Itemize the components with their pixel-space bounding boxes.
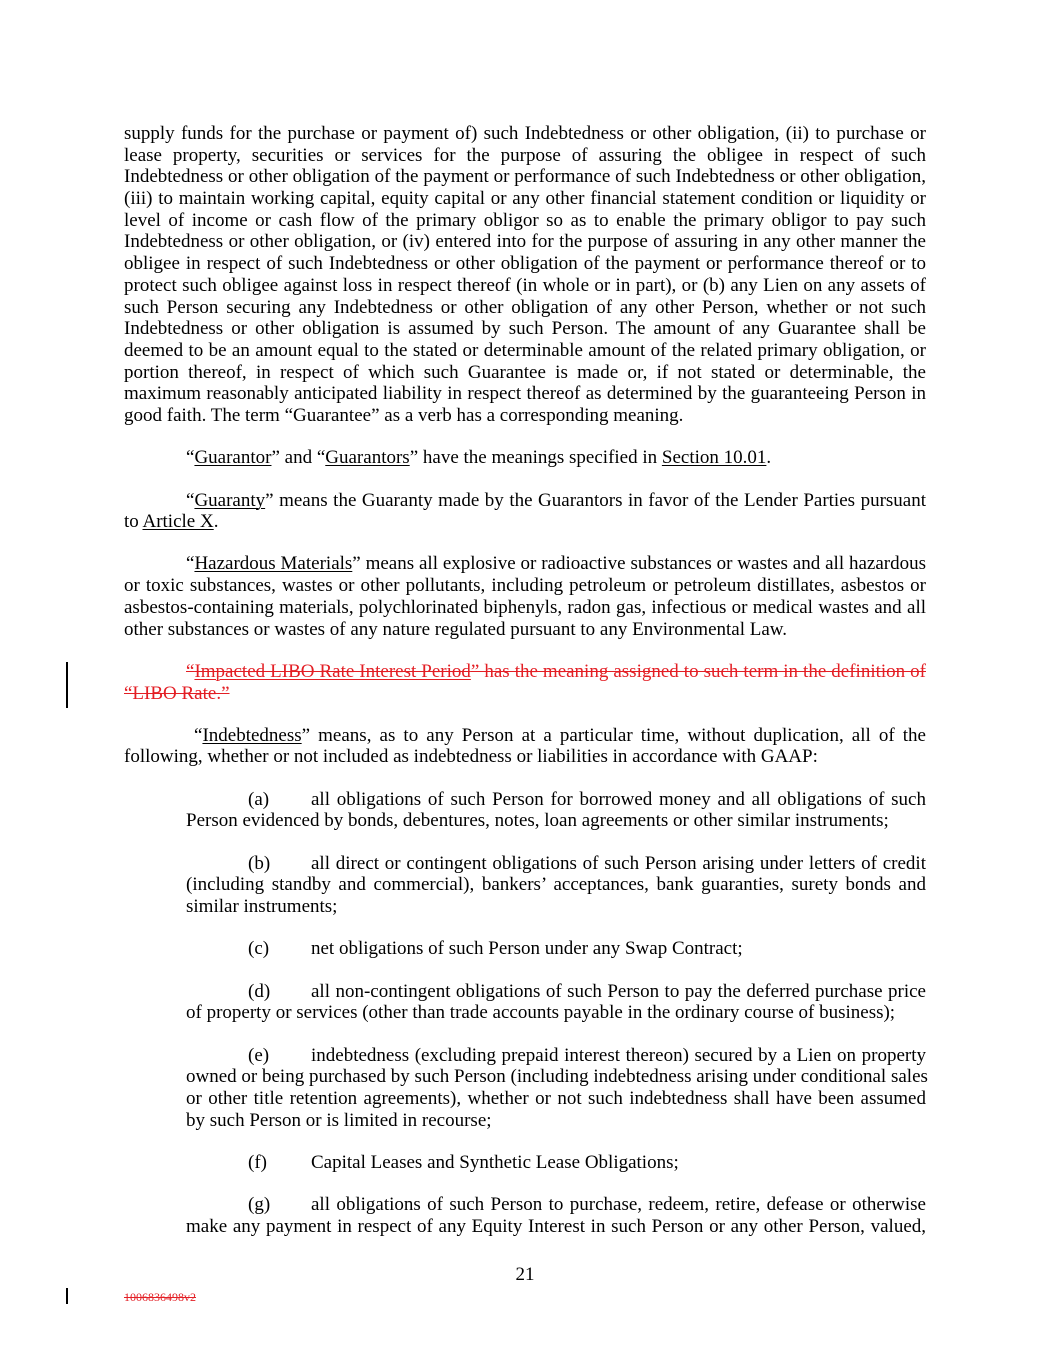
text-column xyxy=(124,123,926,1258)
text-run: net obligations of such Person under any Swap Contract; xyxy=(311,938,743,960)
text-line: asbestos-containing materials, polychlorinated biphenyls, radon gas, infectious or medical wastes and all xyxy=(124,596,926,618)
text-run: to xyxy=(124,511,143,533)
item-label: (c) xyxy=(248,938,270,960)
list-item xyxy=(186,1152,926,1174)
text-line xyxy=(186,853,926,875)
defined-term: Impacted LIBO Rate Interest Period xyxy=(194,660,471,682)
text-line: (including standby and commercial), bankers’ acceptances, bank guaranties, surety bonds and xyxy=(186,874,926,896)
text-line xyxy=(124,447,926,469)
text-run: “ xyxy=(186,553,195,575)
text-line xyxy=(124,511,926,533)
text-line xyxy=(124,553,926,575)
item-label: (e) xyxy=(248,1044,270,1066)
definition-indebtedness xyxy=(124,725,926,768)
page-number: 21 xyxy=(515,1264,535,1285)
defined-term: Guaranty xyxy=(194,489,266,511)
text-line: deemed to be an amount equal to the stated or determinable amount of the related primary obligation, or xyxy=(124,339,926,361)
list-item xyxy=(186,1194,926,1237)
footer-document-id: 1006836498v2 xyxy=(124,1290,196,1304)
text-line: level of income or cash flow of the primary obligor so as to enable the primary obligor to pay such xyxy=(124,209,926,231)
text-run: Capital Leases and Synthetic Lease Obligations; xyxy=(311,1151,679,1173)
text-line: good faith. The term “Guarantee” as a verb has a corresponding meaning. xyxy=(124,404,684,426)
text-line: similar instruments; xyxy=(186,896,338,918)
text-run: ” and “ xyxy=(271,447,326,469)
text-run: ” has the meaning assigned to such term in the definition of xyxy=(470,660,926,682)
list-item xyxy=(186,1045,926,1132)
list-item xyxy=(186,853,926,918)
text-line: Indebtedness or other obligation is assumed by such Person. The amount of any Guarantee shall be xyxy=(124,318,926,340)
text-run: indebtedness (excluding prepaid interest thereon) secured by a Lien on property xyxy=(311,1044,926,1066)
text-run: ” means the Guaranty made by the Guarantors in favor of the Lender Parties pursuant xyxy=(265,489,926,511)
text-line: (iii) to maintain working capital, equity capital or any other financial statement condition or liquidity or xyxy=(124,188,926,210)
text-run: “ xyxy=(186,660,195,682)
text-line: owned or being purchased by such Person (including indebtedness arising under conditional sales xyxy=(186,1066,928,1088)
text-line xyxy=(124,661,926,683)
text-line: or toxic substances, wastes or other pollutants, including petroleum or petroleum distillates, asbestos or xyxy=(124,575,926,597)
text-line: Indebtedness or other obligation of the payment or performance of such Indebtedness or other obligation, xyxy=(124,166,926,188)
defined-term: Guarantor xyxy=(194,447,272,469)
definition-guaranty xyxy=(124,490,926,533)
text-run: ” means all explosive or radioactive substances or wastes and all hazardous xyxy=(352,553,926,575)
text-run: all obligations of such Person for borrowed money and all obligations of such xyxy=(311,788,926,810)
text-line xyxy=(186,938,926,960)
text-run: “ xyxy=(186,489,195,511)
text-line: by such Person or is limited in recourse; xyxy=(186,1109,492,1131)
text-run: ” means, as to any Person at a particular time, without duplication, all of the xyxy=(301,724,926,746)
text-line: protect such obligee against loss in respect thereof (in whole or in part), or (b) any Lien on any assets of xyxy=(124,274,926,296)
cross-reference: Article X xyxy=(142,511,214,533)
item-label: (g) xyxy=(248,1194,271,1216)
defined-term: Indebtedness xyxy=(202,724,302,746)
definition-guarantor xyxy=(124,447,926,469)
text-run: ” have the meanings specified in xyxy=(409,447,662,469)
text-line: portion thereof, in respect of which such Guarantee is made or, if not stated or determinable, the xyxy=(124,361,926,383)
item-label: (b) xyxy=(248,852,271,874)
paragraph-guarantee-definition-continued xyxy=(124,123,926,427)
definition-hazardous-materials xyxy=(124,553,926,640)
text-run: . xyxy=(766,447,772,469)
text-line: obligee in respect of such Indebtedness or other obligation of the payment or performance thereof or to xyxy=(124,253,926,275)
text-run: all obligations of such Person to purchase, redeem, retire, defease or otherwise xyxy=(311,1194,926,1216)
text-line xyxy=(186,1152,926,1174)
text-line xyxy=(124,490,926,512)
text-line: Person evidenced by bonds, debentures, notes, loan agreements or other similar instruments; xyxy=(186,810,889,832)
item-label: (d) xyxy=(248,980,271,1002)
text-line xyxy=(186,1045,926,1067)
text-line: other substances or wastes of any nature regulated pursuant to any Environmental Law. xyxy=(124,618,788,640)
cross-reference: Section 10.01 xyxy=(661,447,767,469)
text-line: or other title retention agreements), whether or not such indebtedness shall have been assumed xyxy=(186,1088,926,1109)
text-run: all non-contingent obligations of such Person to pay the deferred purchase price xyxy=(311,980,926,1002)
change-bar xyxy=(66,1288,68,1304)
defined-term: Hazardous Materials xyxy=(194,553,353,575)
text-line: “LIBO Rate.” xyxy=(124,682,230,704)
item-label: (f) xyxy=(248,1151,267,1173)
change-bar xyxy=(66,662,68,708)
list-item xyxy=(186,938,926,960)
text-run: all direct or contingent obligations of such Person arising under letters of credit xyxy=(311,852,926,874)
text-line xyxy=(186,789,926,811)
text-line: such Person securing any Indebtedness or other obligation of any other Person, whether or not such xyxy=(124,296,926,318)
text-line: make any payment in respect of any Equity Interest in such Person or any other Person, valued, xyxy=(186,1215,926,1237)
defined-term: Guarantors xyxy=(325,447,410,469)
text-run: . xyxy=(213,511,219,533)
item-label: (a) xyxy=(248,788,270,810)
list-item xyxy=(186,789,926,832)
text-line xyxy=(124,725,926,747)
text-line: of property or services (other than trade accounts payable in the ordinary course of business); xyxy=(186,1002,896,1024)
text-line: lease property, securities or services for the purpose of assuring the obligee in respect of such xyxy=(124,144,926,166)
text-line: following, whether or not included as indebtedness or liabilities in accordance with GAAP: xyxy=(124,746,818,768)
deleted-definition-impacted-libo-rate-interest-period xyxy=(124,661,926,704)
text-run: “ xyxy=(186,447,195,469)
text-line: supply funds for the purchase or payment of) such Indebtedness or other obligation, (ii) to purchase or xyxy=(124,123,926,144)
text-line: maximum reasonably anticipated liability in respect thereof as determined by the guaranteeing Person in xyxy=(124,383,926,405)
text-run: “ xyxy=(194,724,203,746)
text-line xyxy=(186,981,926,1003)
list-item xyxy=(186,981,926,1024)
text-line: Indebtedness or other obligation, or (iv) entered into for the purpose of assuring in any other manner the xyxy=(124,231,926,253)
text-line xyxy=(186,1194,926,1216)
